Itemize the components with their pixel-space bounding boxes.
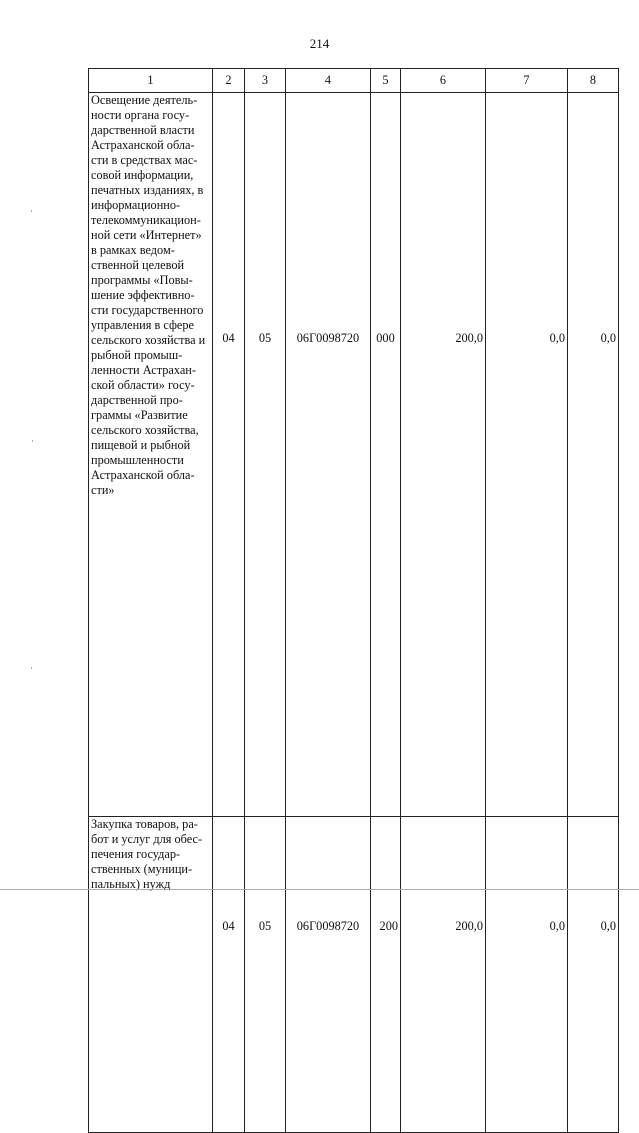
amount-col6-cell: 200,0 <box>401 93 486 817</box>
expense-type-cell: 000 <box>371 93 401 817</box>
subsection-code-cell: 05 <box>245 817 286 1133</box>
section-code-cell: 04 <box>213 817 245 1133</box>
amount-col7-cell: 0,0 <box>486 93 568 817</box>
subsection-code-cell: 05 <box>245 93 286 817</box>
header-col-4: 4 <box>286 69 371 93</box>
table-row <box>89 817 619 1133</box>
amount-col8-cell: 0,0 <box>568 817 619 1133</box>
header-col-2: 2 <box>213 69 245 93</box>
target-article-cell: 06Г0098720 <box>286 93 371 817</box>
amount-col6-cell: 200,0 <box>401 817 486 1133</box>
row-name-cell: Закупка товаров, ра-бот и услуг для обес-печения государ-ственных (муници-пальных) нужд <box>89 817 213 1133</box>
header-col-3: 3 <box>245 69 286 93</box>
table-row <box>89 93 619 817</box>
amount-col7-cell: 0,0 <box>486 817 568 1133</box>
header-col-8: 8 <box>568 69 619 93</box>
header-col-7: 7 <box>486 69 568 93</box>
scan-edge-line <box>0 889 639 890</box>
header-col-6: 6 <box>401 69 486 93</box>
header-row <box>89 69 619 93</box>
page-number: 214 <box>309 36 330 51</box>
row-name-cell: Освещение деятель-ности органа госу-дарственной власти Астраханской обла-сти в средствах мас-совой информации, печатных изданиях, в информационно-телекоммуникацион-ной сети «Интернет» в рамках ведом-ственной целевой программы «Повы-шение эффективно-сти государственного управления в сфере сельского хозяйства и рыбной промыш-ленности Астрахан-ской области» госу-дарственной про-граммы «Развитие сельского хозяйства, пищевой и рыбной промышленности Астраханской обла-сти» <box>89 93 213 817</box>
scan-speck: · <box>30 206 33 216</box>
budget-table <box>88 68 619 1133</box>
header-col-5: 5 <box>371 69 401 93</box>
header-col-1: 1 <box>89 69 213 93</box>
expense-type-cell: 200 <box>371 817 401 1133</box>
target-article-cell: 06Г0098720 <box>286 817 371 1133</box>
section-code-cell: 04 <box>213 93 245 817</box>
amount-col8-cell: 0,0 <box>568 93 619 817</box>
scan-speck: · <box>31 436 34 446</box>
scan-speck: · <box>30 663 33 673</box>
